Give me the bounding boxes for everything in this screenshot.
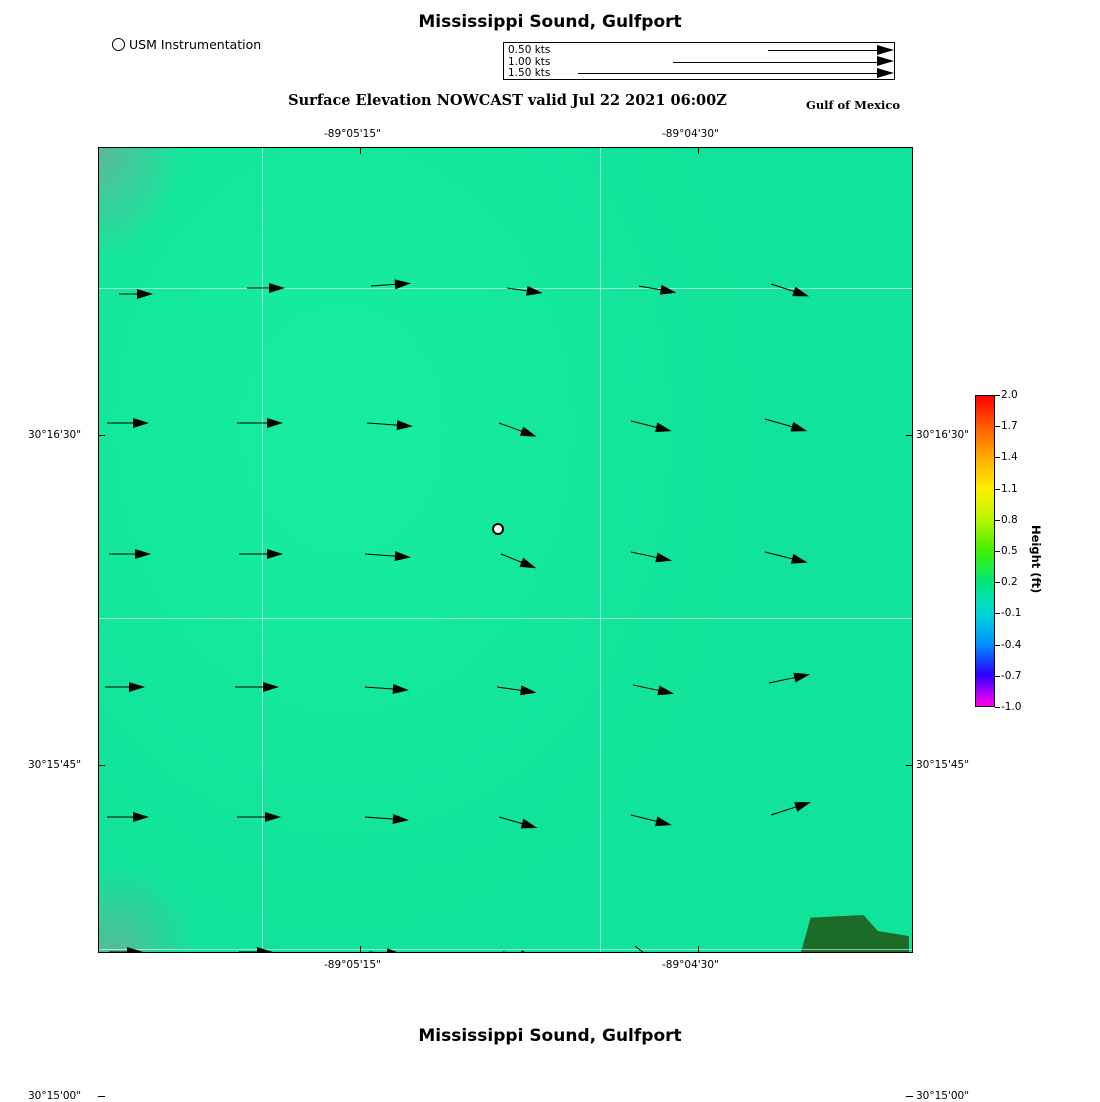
axis-tick-label-right: 30°15'00" — [916, 1090, 970, 1102]
colorbar-tick-mark — [995, 551, 1000, 552]
current-vector-arrow — [237, 417, 283, 429]
vector-key-label: 1.50 kts — [508, 67, 551, 80]
usm-instrumentation-marker[interactable] — [492, 523, 504, 535]
colorbar-tick-label: 0.2 — [1001, 576, 1018, 589]
colorbar-title: Height (ft) — [1029, 525, 1043, 594]
colorbar-tick-label: 1.4 — [1001, 451, 1018, 464]
colorbar-tick-label: 1.7 — [1001, 420, 1018, 433]
vector-arrow-icon — [584, 44, 896, 56]
colorbar-tick-label: -1.0 — [1001, 701, 1022, 713]
colorbar-tick-mark — [995, 520, 1000, 521]
instrumentation-legend-label: USM Instrumentation — [129, 37, 262, 52]
axis-tick-label-left: 30°15'45" — [28, 759, 82, 771]
current-vector-arrow — [239, 548, 283, 560]
vector-arrow-icon — [584, 56, 896, 68]
colorbar-tick-label: -0.1 — [1001, 607, 1022, 620]
axis-tick-mark — [360, 147, 361, 154]
axis-tick-label-right: 30°15'45" — [916, 759, 970, 771]
axis-tick-mark — [98, 435, 105, 436]
colorbar-tick-label: 2.0 — [1001, 389, 1018, 401]
axis-tick-mark — [698, 147, 699, 154]
current-vector-arrow — [239, 946, 273, 953]
vector-key-label: 1.00 kts — [508, 55, 551, 68]
vector-arrow-icon — [584, 67, 896, 79]
current-vector-arrow — [109, 548, 151, 560]
colorbar-tick-label: 0.8 — [1001, 513, 1018, 526]
colorbar-tick-label: 1.1 — [1001, 482, 1018, 495]
axis-tick-label-top: -89°05'15" — [324, 128, 381, 140]
colorbar-tick-mark — [995, 582, 1000, 583]
current-vector-arrow — [107, 417, 149, 429]
colorbar-tick-mark — [995, 457, 1000, 458]
chart-subtitle: Surface Elevation NOWCAST valid Jul 22 2021 06:00Z — [288, 92, 727, 109]
axis-tick-mark — [98, 1096, 105, 1097]
axis-tick-mark — [906, 435, 913, 436]
gridline-horizontal — [99, 618, 912, 619]
colorbar-tick-mark — [995, 676, 1000, 677]
circle-marker-icon — [112, 38, 125, 51]
axis-tick-label-bottom: -89°04'30" — [662, 959, 719, 971]
colorbar-tick-mark — [995, 395, 1000, 396]
axis-tick-mark — [906, 765, 913, 766]
current-vector-arrow — [107, 811, 149, 823]
region-label: Gulf of Mexico — [806, 98, 901, 112]
bottom-title: Mississippi Sound, Gulfport — [418, 1026, 682, 1046]
axis-tick-mark — [698, 946, 699, 953]
axis-tick-mark — [98, 765, 105, 766]
colorbar-tick-mark — [995, 426, 1000, 427]
current-vector-arrow — [237, 811, 281, 823]
colorbar-tick-mark — [995, 645, 1000, 646]
current-vector-arrow — [369, 946, 404, 953]
current-vector-arrow — [105, 681, 145, 693]
axis-tick-label-top: -89°04'30" — [662, 128, 719, 140]
current-vector-arrow — [119, 288, 153, 300]
current-vector-arrow — [109, 946, 143, 953]
colorbar-tick-label: -0.4 — [1001, 638, 1022, 651]
vector-key-row — [504, 67, 896, 80]
map-canvas[interactable] — [98, 147, 913, 953]
colorbar-gradient — [975, 395, 995, 707]
axis-tick-mark — [360, 946, 361, 953]
page-title: Mississippi Sound, Gulfport — [418, 12, 682, 32]
instrumentation-legend — [112, 37, 261, 52]
axis-tick-mark — [906, 1096, 913, 1097]
colorbar-tick-label: 0.5 — [1001, 545, 1018, 557]
colorbar-tick-mark — [995, 707, 1000, 708]
axis-tick-label-left: 30°16'30" — [28, 429, 82, 441]
axis-tick-label-left: 30°15'00" — [28, 1090, 82, 1102]
colorbar-tick-mark — [995, 613, 1000, 614]
current-vector-arrow — [247, 282, 285, 294]
axis-tick-label-bottom: -89°05'15" — [324, 959, 381, 971]
gridline-vertical — [600, 148, 601, 952]
colorbar-tick-mark — [995, 489, 1000, 490]
vector-scale-key — [503, 42, 895, 80]
vector-key-label: 0.50 kts — [508, 44, 551, 57]
colorbar-tick-label: -0.7 — [1001, 669, 1022, 682]
current-vector-arrow — [235, 681, 279, 693]
axis-tick-label-right: 30°16'30" — [916, 429, 970, 441]
